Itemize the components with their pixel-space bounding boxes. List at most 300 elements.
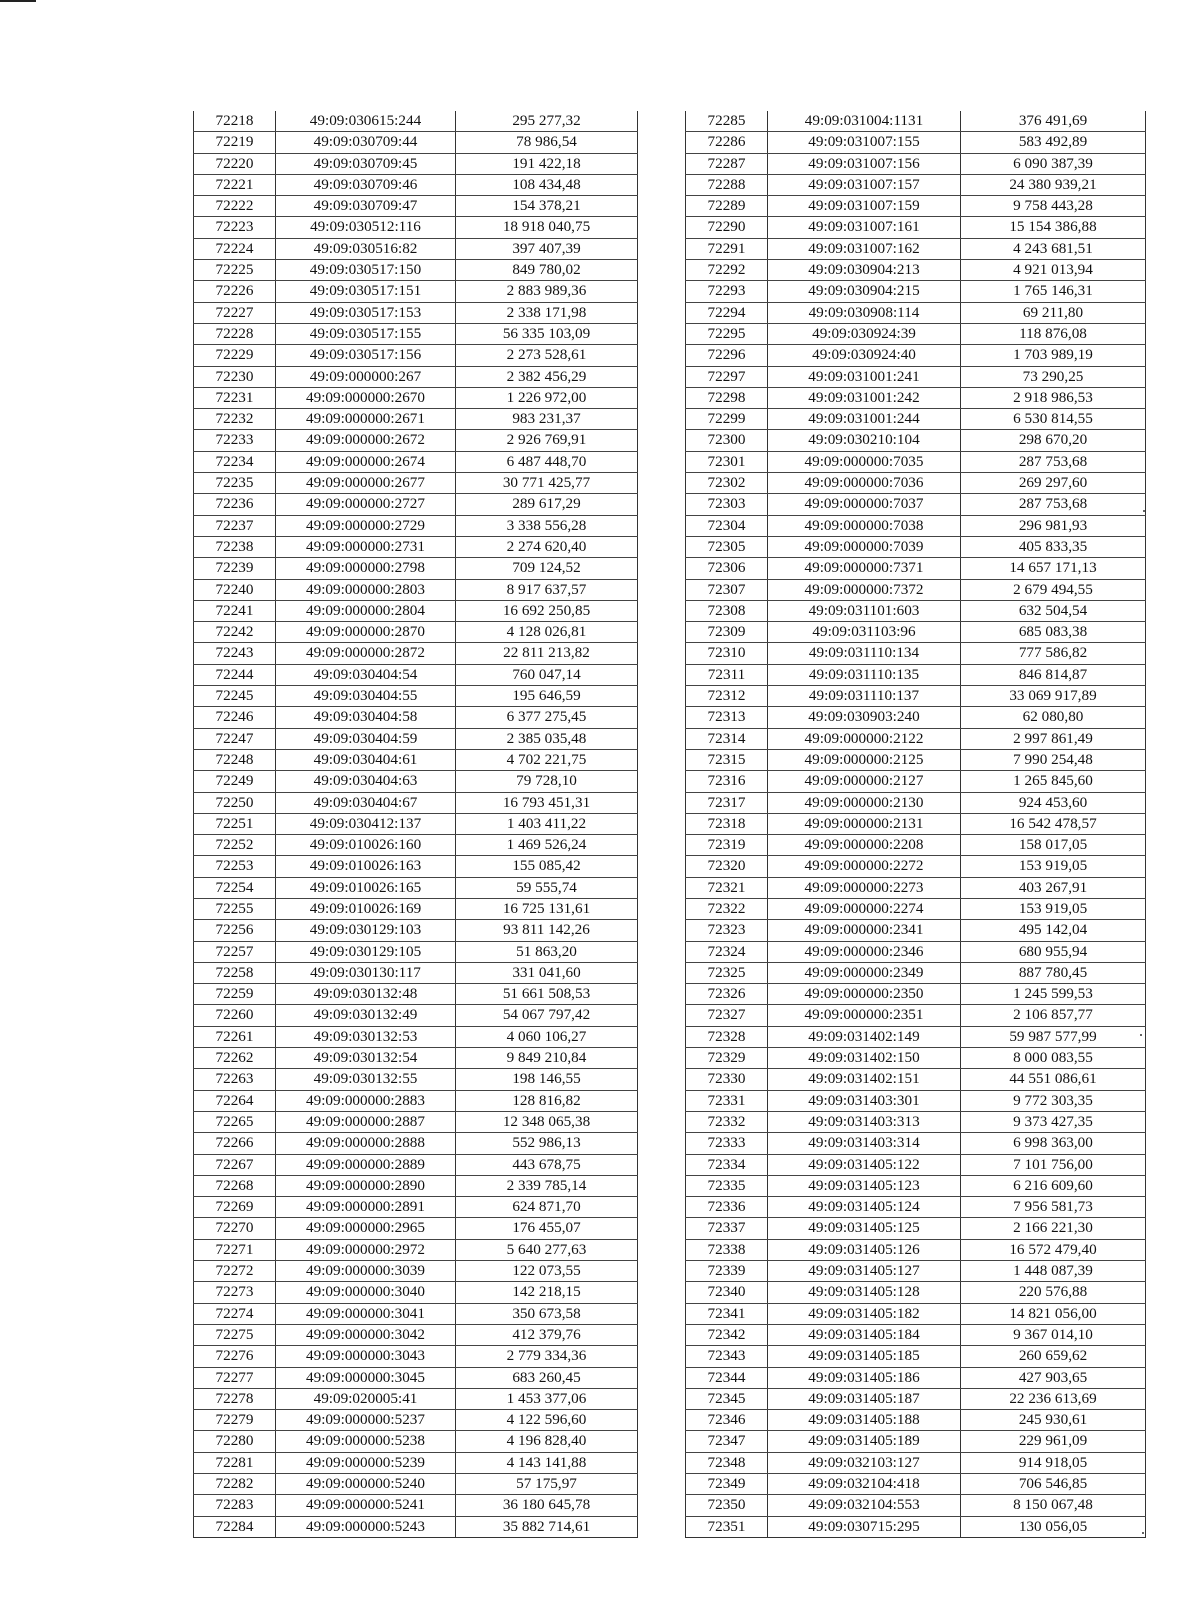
cadastral-number-cell: 49:09:030517:156 (276, 345, 456, 366)
cadastral-number-cell: 49:09:000000:2350 (768, 984, 961, 1005)
cadastral-number-cell: 49:09:000000:3043 (276, 1346, 456, 1367)
value-cell: 16 793 451,31 (456, 792, 638, 813)
cadastral-number-cell: 49:09:000000:2889 (276, 1154, 456, 1175)
row-number-cell: 72231 (194, 387, 276, 408)
value-cell: 16 692 250,85 (456, 600, 638, 621)
table-row (686, 707, 1146, 728)
value-cell: 1 403 411,22 (456, 813, 638, 834)
table-row (686, 473, 1146, 494)
cadastral-number-cell: 49:09:030924:40 (768, 345, 961, 366)
row-number-cell: 72303 (686, 494, 768, 515)
value-cell: 62 080,80 (961, 707, 1146, 728)
cadastral-number-cell: 49:09:000000:2122 (768, 728, 961, 749)
table-row (194, 153, 638, 174)
table-row (194, 771, 638, 792)
value-cell: 6 090 387,39 (961, 153, 1146, 174)
cadastral-number-cell: 49:09:030908:114 (768, 302, 961, 323)
value-cell: 54 067 797,42 (456, 1005, 638, 1026)
cadastral-number-cell: 49:09:000000:7039 (768, 536, 961, 557)
cadastral-number-cell: 49:09:030404:59 (276, 728, 456, 749)
cadastral-number-cell: 49:09:000000:2208 (768, 835, 961, 856)
row-number-cell: 72276 (194, 1346, 276, 1367)
table-row (686, 345, 1146, 366)
value-cell: 685 083,38 (961, 622, 1146, 643)
value-cell: 4 702 221,75 (456, 749, 638, 770)
value-cell: 9 772 303,35 (961, 1090, 1146, 1111)
cadastral-number-cell: 49:09:000000:267 (276, 366, 456, 387)
table-row (686, 1005, 1146, 1026)
left-table-body (194, 111, 638, 1537)
cadastral-number-cell: 49:09:030404:61 (276, 749, 456, 770)
row-number-cell: 72250 (194, 792, 276, 813)
value-cell: 495 142,04 (961, 920, 1146, 941)
table-row (686, 1111, 1146, 1132)
cadastral-number-cell: 49:09:000000:2870 (276, 622, 456, 643)
table-row (194, 1261, 638, 1282)
cadastral-number-cell: 49:09:031007:159 (768, 196, 961, 217)
value-cell: 2 385 035,48 (456, 728, 638, 749)
table-row (194, 1282, 638, 1303)
value-cell: 350 673,58 (456, 1303, 638, 1324)
row-number-cell: 72249 (194, 771, 276, 792)
row-number-cell: 72335 (686, 1175, 768, 1196)
cadastral-number-cell: 49:09:000000:2965 (276, 1218, 456, 1239)
row-number-cell: 72235 (194, 473, 276, 494)
cadastral-number-cell: 49:09:030404:67 (276, 792, 456, 813)
row-number-cell: 72253 (194, 856, 276, 877)
table-row (194, 600, 638, 621)
left-register-table (193, 111, 638, 1538)
row-number-cell: 72275 (194, 1324, 276, 1345)
cadastral-number-cell: 49:09:030904:215 (768, 281, 961, 302)
value-cell: 1 703 989,19 (961, 345, 1146, 366)
cadastral-number-cell: 49:09:031405:127 (768, 1261, 961, 1282)
value-cell: 6 377 275,45 (456, 707, 638, 728)
table-row (686, 600, 1146, 621)
table-row (686, 111, 1146, 132)
table-row (686, 1367, 1146, 1388)
table-row (194, 1154, 638, 1175)
row-number-cell: 72252 (194, 835, 276, 856)
table-row (686, 174, 1146, 195)
row-number-cell: 72318 (686, 813, 768, 834)
table-row (686, 387, 1146, 408)
row-number-cell: 72223 (194, 217, 276, 238)
row-number-cell: 72230 (194, 366, 276, 387)
row-number-cell: 72338 (686, 1239, 768, 1260)
table-row (686, 877, 1146, 898)
cadastral-number-cell: 49:09:030132:49 (276, 1005, 456, 1026)
value-cell: 8 917 637,57 (456, 579, 638, 600)
cadastral-number-cell: 49:09:000000:2274 (768, 898, 961, 919)
value-cell: 198 146,55 (456, 1069, 638, 1090)
table-row (686, 132, 1146, 153)
cadastral-number-cell: 49:09:031405:185 (768, 1346, 961, 1367)
cadastral-number-cell: 49:09:031007:162 (768, 238, 961, 259)
value-cell: 4 243 681,51 (961, 238, 1146, 259)
value-cell: 7 990 254,48 (961, 749, 1146, 770)
cadastral-number-cell: 49:09:000000:5237 (276, 1410, 456, 1431)
row-number-cell: 72258 (194, 962, 276, 983)
table-row (686, 792, 1146, 813)
row-number-cell: 72221 (194, 174, 276, 195)
cadastral-number-cell: 49:09:030517:150 (276, 260, 456, 281)
row-number-cell: 72297 (686, 366, 768, 387)
row-number-cell: 72286 (686, 132, 768, 153)
cadastral-number-cell: 49:09:031403:301 (768, 1090, 961, 1111)
value-cell: 680 955,94 (961, 941, 1146, 962)
cadastral-number-cell: 49:09:031405:124 (768, 1197, 961, 1218)
table-row (686, 1175, 1146, 1196)
cadastral-number-cell: 49:09:000000:3040 (276, 1282, 456, 1303)
value-cell: 1 453 377,06 (456, 1388, 638, 1409)
cadastral-number-cell: 49:09:000000:3041 (276, 1303, 456, 1324)
value-cell: 15 154 386,88 (961, 217, 1146, 238)
table-row (686, 1154, 1146, 1175)
row-number-cell: 72256 (194, 920, 276, 941)
row-number-cell: 72248 (194, 749, 276, 770)
table-row (194, 558, 638, 579)
cadastral-number-cell: 49:09:000000:2674 (276, 451, 456, 472)
table-row (686, 813, 1146, 834)
cadastral-number-cell: 49:09:031402:150 (768, 1048, 961, 1069)
table-row (686, 1239, 1146, 1260)
row-number-cell: 72237 (194, 515, 276, 536)
cadastral-number-cell: 49:09:000000:2670 (276, 387, 456, 408)
cadastral-number-cell: 49:09:000000:2888 (276, 1133, 456, 1154)
value-cell: 2 779 334,36 (456, 1346, 638, 1367)
cadastral-number-cell: 49:09:031001:241 (768, 366, 961, 387)
cadastral-number-cell: 49:09:030130:117 (276, 962, 456, 983)
value-cell: 287 753,68 (961, 451, 1146, 472)
table-row (194, 1367, 638, 1388)
value-cell: 79 728,10 (456, 771, 638, 792)
value-cell: 4 122 596,60 (456, 1410, 638, 1431)
row-number-cell: 72263 (194, 1069, 276, 1090)
table-row (686, 920, 1146, 941)
row-number-cell: 72314 (686, 728, 768, 749)
row-number-cell: 72257 (194, 941, 276, 962)
value-cell: 24 380 939,21 (961, 174, 1146, 195)
value-cell: 78 986,54 (456, 132, 638, 153)
table-row (686, 1048, 1146, 1069)
table-row (686, 409, 1146, 430)
value-cell: 118 876,08 (961, 323, 1146, 344)
table-row (194, 1495, 638, 1516)
row-number-cell: 72289 (686, 196, 768, 217)
value-cell: 93 811 142,26 (456, 920, 638, 941)
cadastral-number-cell: 49:09:030516:82 (276, 238, 456, 259)
row-number-cell: 72329 (686, 1048, 768, 1069)
value-cell: 403 267,91 (961, 877, 1146, 898)
value-cell: 16 542 478,57 (961, 813, 1146, 834)
row-number-cell: 72348 (686, 1452, 768, 1473)
cadastral-number-cell: 49:09:031402:149 (768, 1026, 961, 1047)
table-row (686, 1346, 1146, 1367)
row-number-cell: 72294 (686, 302, 768, 323)
row-number-cell: 72262 (194, 1048, 276, 1069)
row-number-cell: 72307 (686, 579, 768, 600)
row-number-cell: 72330 (686, 1069, 768, 1090)
cadastral-number-cell: 49:09:030210:104 (768, 430, 961, 451)
cadastral-number-cell: 49:09:000000:3045 (276, 1367, 456, 1388)
cadastral-number-cell: 49:09:031405:187 (768, 1388, 961, 1409)
row-number-cell: 72295 (686, 323, 768, 344)
row-number-cell: 72247 (194, 728, 276, 749)
value-cell: 130 056,05 (961, 1516, 1146, 1537)
table-row (194, 1175, 638, 1196)
value-cell: 914 918,05 (961, 1452, 1146, 1473)
table-row (686, 196, 1146, 217)
value-cell: 6 216 609,60 (961, 1175, 1146, 1196)
cadastral-number-cell: 49:09:030924:39 (768, 323, 961, 344)
row-number-cell: 72277 (194, 1367, 276, 1388)
value-cell: 4 060 106,27 (456, 1026, 638, 1047)
table-row (686, 579, 1146, 600)
table-row (686, 1495, 1146, 1516)
table-row (194, 835, 638, 856)
value-cell: 30 771 425,77 (456, 473, 638, 494)
cadastral-number-cell: 49:09:010026:169 (276, 898, 456, 919)
row-number-cell: 72255 (194, 898, 276, 919)
cadastral-number-cell: 49:09:031001:244 (768, 409, 961, 430)
table-row (194, 451, 638, 472)
row-number-cell: 72233 (194, 430, 276, 451)
cadastral-number-cell: 49:09:032104:418 (768, 1474, 961, 1495)
cadastral-number-cell: 49:09:000000:2272 (768, 856, 961, 877)
row-number-cell: 72270 (194, 1218, 276, 1239)
cadastral-number-cell: 49:09:030517:151 (276, 281, 456, 302)
table-row (194, 920, 638, 941)
table-row (686, 856, 1146, 877)
row-number-cell: 72299 (686, 409, 768, 430)
value-cell: 59 987 577,99 (961, 1026, 1146, 1047)
cadastral-number-cell: 49:09:000000:2803 (276, 579, 456, 600)
table-row (194, 1346, 638, 1367)
value-cell: 2 918 986,53 (961, 387, 1146, 408)
table-row (686, 1516, 1146, 1537)
row-number-cell: 72331 (686, 1090, 768, 1111)
row-number-cell: 72320 (686, 856, 768, 877)
cadastral-number-cell: 49:09:030709:45 (276, 153, 456, 174)
cadastral-number-cell: 49:09:031405:186 (768, 1367, 961, 1388)
table-row (194, 1197, 638, 1218)
value-cell: 128 816,82 (456, 1090, 638, 1111)
table-row (686, 1197, 1146, 1218)
table-row (194, 1133, 638, 1154)
value-cell: 412 379,76 (456, 1324, 638, 1345)
value-cell: 295 277,32 (456, 111, 638, 132)
table-row (686, 260, 1146, 281)
value-cell: 289 617,29 (456, 494, 638, 515)
table-row (686, 558, 1146, 579)
value-cell: 4 128 026,81 (456, 622, 638, 643)
table-row (686, 430, 1146, 451)
row-number-cell: 72324 (686, 941, 768, 962)
table-row (686, 1133, 1146, 1154)
table-row (194, 1005, 638, 1026)
row-number-cell: 72301 (686, 451, 768, 472)
cadastral-number-cell: 49:09:030132:55 (276, 1069, 456, 1090)
cadastral-number-cell: 49:09:030404:58 (276, 707, 456, 728)
table-row (686, 664, 1146, 685)
table-row (194, 345, 638, 366)
table-row (194, 877, 638, 898)
value-cell: 9 367 014,10 (961, 1324, 1146, 1345)
row-number-cell: 72309 (686, 622, 768, 643)
cadastral-number-cell: 49:09:010026:165 (276, 877, 456, 898)
value-cell: 260 659,62 (961, 1346, 1146, 1367)
right-register-table (685, 111, 1146, 1538)
row-number-cell: 72328 (686, 1026, 768, 1047)
value-cell: 2 926 769,91 (456, 430, 638, 451)
table-row (194, 1090, 638, 1111)
table-row (686, 898, 1146, 919)
table-row (194, 941, 638, 962)
value-cell: 51 863,20 (456, 941, 638, 962)
row-number-cell: 72218 (194, 111, 276, 132)
right-table-body (686, 111, 1146, 1537)
table-row (686, 941, 1146, 962)
cadastral-number-cell: 49:09:000000:3042 (276, 1324, 456, 1345)
table-row (194, 387, 638, 408)
cadastral-number-cell: 49:09:031402:151 (768, 1069, 961, 1090)
row-number-cell: 72219 (194, 132, 276, 153)
value-cell: 2 883 989,36 (456, 281, 638, 302)
cadastral-number-cell: 49:09:031110:135 (768, 664, 961, 685)
value-cell: 33 069 917,89 (961, 686, 1146, 707)
table-row (194, 984, 638, 1005)
cadastral-number-cell: 49:09:000000:2872 (276, 643, 456, 664)
table-row (194, 323, 638, 344)
row-number-cell: 72302 (686, 473, 768, 494)
table-row (194, 217, 638, 238)
row-number-cell: 72350 (686, 1495, 768, 1516)
row-number-cell: 72313 (686, 707, 768, 728)
value-cell: 983 231,37 (456, 409, 638, 430)
row-number-cell: 72273 (194, 1282, 276, 1303)
row-number-cell: 72334 (686, 1154, 768, 1175)
table-row (194, 1218, 638, 1239)
table-row (194, 1516, 638, 1537)
value-cell: 154 378,21 (456, 196, 638, 217)
cadastral-number-cell: 49:09:031405:122 (768, 1154, 961, 1175)
table-row (686, 686, 1146, 707)
table-row (194, 1048, 638, 1069)
value-cell: 5 640 277,63 (456, 1239, 638, 1260)
row-number-cell: 72222 (194, 196, 276, 217)
row-number-cell: 72238 (194, 536, 276, 557)
cadastral-number-cell: 49:09:032103:127 (768, 1452, 961, 1473)
table-row (194, 1452, 638, 1473)
cadastral-number-cell: 49:09:000000:7036 (768, 473, 961, 494)
row-number-cell: 72283 (194, 1495, 276, 1516)
table-row (194, 1474, 638, 1495)
table-row (686, 749, 1146, 770)
row-number-cell: 72336 (686, 1197, 768, 1218)
row-number-cell: 72308 (686, 600, 768, 621)
cadastral-number-cell: 49:09:030129:103 (276, 920, 456, 941)
row-number-cell: 72323 (686, 920, 768, 941)
value-cell: 706 546,85 (961, 1474, 1146, 1495)
table-row (194, 132, 638, 153)
value-cell: 887 780,45 (961, 962, 1146, 983)
table-row (194, 302, 638, 323)
row-number-cell: 72285 (686, 111, 768, 132)
cadastral-number-cell: 49:09:030904:213 (768, 260, 961, 281)
row-number-cell: 72311 (686, 664, 768, 685)
value-cell: 583 492,89 (961, 132, 1146, 153)
table-row (686, 1261, 1146, 1282)
table-row (686, 1218, 1146, 1239)
value-cell: 632 504,54 (961, 600, 1146, 621)
table-row (194, 196, 638, 217)
table-row (686, 281, 1146, 302)
value-cell: 405 833,35 (961, 536, 1146, 557)
value-cell: 427 903,65 (961, 1367, 1146, 1388)
row-number-cell: 72229 (194, 345, 276, 366)
row-number-cell: 72317 (686, 792, 768, 813)
table-row (194, 792, 638, 813)
table-row (686, 771, 1146, 792)
value-cell: 846 814,87 (961, 664, 1146, 685)
row-number-cell: 72333 (686, 1133, 768, 1154)
cadastral-number-cell: 49:09:031007:157 (768, 174, 961, 195)
cadastral-number-cell: 49:09:031405:128 (768, 1282, 961, 1303)
value-cell: 296 981,93 (961, 515, 1146, 536)
row-number-cell: 72272 (194, 1261, 276, 1282)
cadastral-number-cell: 49:09:000000:7372 (768, 579, 961, 600)
row-number-cell: 72349 (686, 1474, 768, 1495)
table-row (686, 217, 1146, 238)
row-number-cell: 72342 (686, 1324, 768, 1345)
table-row (686, 1282, 1146, 1303)
value-cell: 108 434,48 (456, 174, 638, 195)
value-cell: 2 274 620,40 (456, 536, 638, 557)
cadastral-number-cell: 49:09:000000:7035 (768, 451, 961, 472)
row-number-cell: 72281 (194, 1452, 276, 1473)
row-number-cell: 72268 (194, 1175, 276, 1196)
table-row (686, 728, 1146, 749)
table-row (686, 1431, 1146, 1452)
cadastral-number-cell: 49:09:000000:5241 (276, 1495, 456, 1516)
cadastral-number-cell: 49:09:010026:163 (276, 856, 456, 877)
value-cell: 287 753,68 (961, 494, 1146, 515)
row-number-cell: 72260 (194, 1005, 276, 1026)
table-row (686, 302, 1146, 323)
cadastral-number-cell: 49:09:000000:2804 (276, 600, 456, 621)
row-number-cell: 72267 (194, 1154, 276, 1175)
cadastral-number-cell: 49:09:020005:41 (276, 1388, 456, 1409)
cadastral-number-cell: 49:09:030615:244 (276, 111, 456, 132)
value-cell: 4 921 013,94 (961, 260, 1146, 281)
value-cell: 777 586,82 (961, 643, 1146, 664)
cadastral-number-cell: 49:09:000000:2346 (768, 941, 961, 962)
row-number-cell: 72274 (194, 1303, 276, 1324)
row-number-cell: 72298 (686, 387, 768, 408)
value-cell: 36 180 645,78 (456, 1495, 638, 1516)
table-row (194, 898, 638, 919)
table-row (194, 664, 638, 685)
row-number-cell: 72234 (194, 451, 276, 472)
cadastral-number-cell: 49:09:000000:7038 (768, 515, 961, 536)
value-cell: 245 930,61 (961, 1410, 1146, 1431)
cadastral-number-cell: 49:09:031405:182 (768, 1303, 961, 1324)
table-row (194, 962, 638, 983)
value-cell: 22 811 213,82 (456, 643, 638, 664)
row-number-cell: 72251 (194, 813, 276, 834)
cadastral-number-cell: 49:09:030129:105 (276, 941, 456, 962)
